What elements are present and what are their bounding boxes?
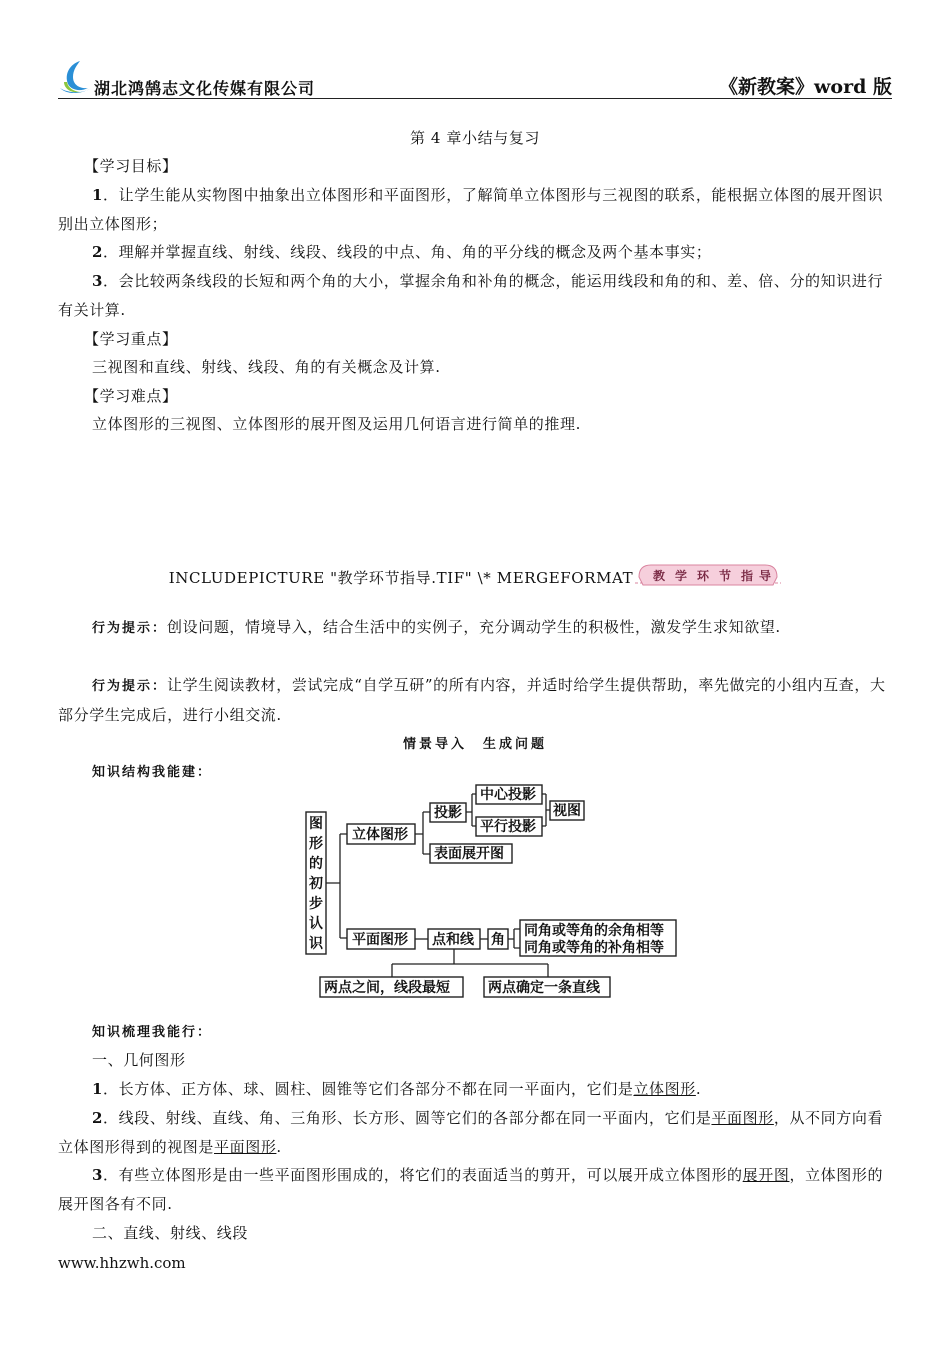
section-badge [635, 561, 781, 589]
section1-item-3 [58, 1161, 892, 1219]
goals-heading-text: 【学习目标】 [84, 157, 178, 175]
concept-map [300, 782, 690, 1000]
hint-text: 创设问题，情境导入，结合生活中的实例子，充分调动学生的积极性，激发学生求知欲望. [167, 618, 781, 636]
badge-char: 教 [653, 569, 666, 583]
map-node-net-label: 表面展开图 [434, 846, 504, 862]
item-answer: 平面图形 [711, 1109, 774, 1127]
map-root-char: 步 [309, 896, 323, 912]
review-label: 知识梳理我能行： [92, 1025, 213, 1040]
goal-item-2 [58, 238, 892, 267]
item-text: ，立体图形的展开图各有不同. [58, 1166, 884, 1213]
section1-item-1 [58, 1075, 892, 1104]
map-node-determine-label: 两点确定一条直线 [488, 980, 600, 996]
section-title: 情景导入 生成问题 [402, 737, 547, 752]
map-edge-root [326, 834, 347, 938]
item-text: ，从不同方向看立体图形得到的视图是 [58, 1109, 884, 1156]
swirl-logo-icon [58, 58, 92, 94]
goals-heading [58, 152, 892, 181]
item-answer: 展开图 [742, 1166, 790, 1184]
hint-label: 行为提示： [92, 679, 168, 694]
difficulties-heading [58, 382, 892, 411]
map-node-shortest-label: 两点之间，线段最短 [324, 980, 450, 996]
goal-text: ．会比较两条线段的长短和两个角的大小，掌握余角和补角的概念，能运用线段和角的和、差、倍、分的知识进行有关计算. [58, 272, 884, 319]
goal-num: 1 [92, 186, 104, 204]
key-points-text: 三视图和直线、射线、线段、角的有关概念及计算. [92, 358, 441, 376]
map-root-char: 的 [309, 856, 323, 872]
map-node-view-label: 视图 [553, 803, 581, 819]
section1-heading [58, 1046, 892, 1075]
header-rule [58, 98, 892, 99]
goal-num: 3 [92, 272, 104, 290]
goal-item-3 [58, 267, 892, 325]
edition-label: 《新教案》word 版 [719, 76, 892, 98]
map-node-parallel-label: 平行投影 [480, 819, 536, 835]
section2-heading-text: 二、直线、射线、线段 [92, 1224, 249, 1242]
map-node-solid-label: 立体图形 [352, 827, 408, 843]
section1-item-2 [58, 1104, 892, 1162]
item-num: 2 [92, 1109, 104, 1127]
hint-text: 让学生阅读教材，尝试完成“自学互研”的所有内容，并适时给学生提供帮助，率先做完的小组内互查，大部分学生完成后，进行小组交流. [58, 676, 886, 724]
map-node-projection-label: 投影 [434, 805, 462, 821]
key-points-heading [58, 325, 892, 354]
goal-text: ．让学生能从实物图中抽象出立体图形和平面图形，了解简单立体图形与三视图的联系，能根据立体图的展开图识别出立体图形； [58, 186, 884, 233]
item-text: ．线段、射线、直线、角、三角形、长方形、圆等它们的各部分都在同一平面内，它们是 [103, 1109, 712, 1127]
item-text: ．有些立体图形是由一些平面图形围成的，将它们的表面适当的剪开，可以展开成立体图形的 [103, 1166, 743, 1184]
badge-char: 学 [675, 569, 688, 583]
map-root-char: 初 [309, 876, 323, 892]
section2-heading [58, 1219, 892, 1248]
include-field-text: INCLUDEPICTURE "教学环节指导.TIF" \* MERGEFORMAT [168, 569, 634, 587]
item-answer: 平面图形 [214, 1138, 277, 1156]
section1-heading-text: 一、几何图形 [92, 1051, 186, 1069]
footer-url: www.hhzwh.com [58, 1254, 186, 1272]
map-node-supplement-label: 同角或等角的补角相等 [524, 940, 664, 956]
map-root-char: 识 [309, 936, 323, 952]
item-text: . [695, 1080, 702, 1098]
map-edge-projection [466, 794, 476, 826]
item-text: ．长方体、正方体、球、圆柱、圆锥等它们各部分不都在同一平面内，它们是 [103, 1080, 634, 1098]
goal-item-1 [58, 181, 892, 239]
item-num: 1 [92, 1080, 104, 1098]
map-root-char: 认 [309, 916, 323, 932]
page-header [58, 56, 892, 100]
goal-num: 2 [92, 243, 104, 261]
hint-1 [58, 613, 892, 643]
map-node-angle-label: 角 [491, 932, 505, 948]
map-node-complement-label: 同角或等角的余角相等 [524, 923, 664, 939]
map-edge-view [542, 794, 550, 826]
map-node-point-line-label: 点和线 [432, 932, 474, 948]
map-root-char: 形 [309, 836, 323, 852]
page-title: 第 4 章小结与复习 [409, 129, 541, 147]
badge-char: 指 [741, 569, 754, 583]
badge-char: 节 [719, 569, 732, 583]
goal-text: ．理解并掌握直线、射线、线段、线段的中点、角、角的平分线的概念及两个基本事实； [103, 243, 712, 261]
badge-char: 导 [759, 569, 772, 583]
map-edge-angle [508, 929, 520, 948]
difficulties-heading-text: 【学习难点】 [84, 387, 178, 405]
map-root-char: 图 [309, 816, 323, 832]
difficulties-text: 立体图形的三视图、立体图形的展开图及运用几何语言进行简单的推理. [92, 415, 581, 433]
item-answer: 立体图形 [633, 1080, 696, 1098]
hint-2 [58, 671, 892, 730]
key-points-heading-text: 【学习重点】 [84, 330, 178, 348]
map-edge-solid [415, 812, 430, 854]
include-field-line [58, 563, 892, 593]
item-text: . [276, 1138, 282, 1156]
structure-label: 知识结构我能建： [92, 765, 213, 780]
badge-char: 环 [697, 569, 710, 583]
map-node-plane-label: 平面图形 [352, 932, 408, 948]
item-num: 3 [92, 1166, 104, 1184]
company-name: 湖北鸿鹄志文化传媒有限公司 [94, 79, 316, 98]
map-node-central-label: 中心投影 [480, 787, 536, 803]
hint-label: 行为提示： [92, 621, 168, 636]
